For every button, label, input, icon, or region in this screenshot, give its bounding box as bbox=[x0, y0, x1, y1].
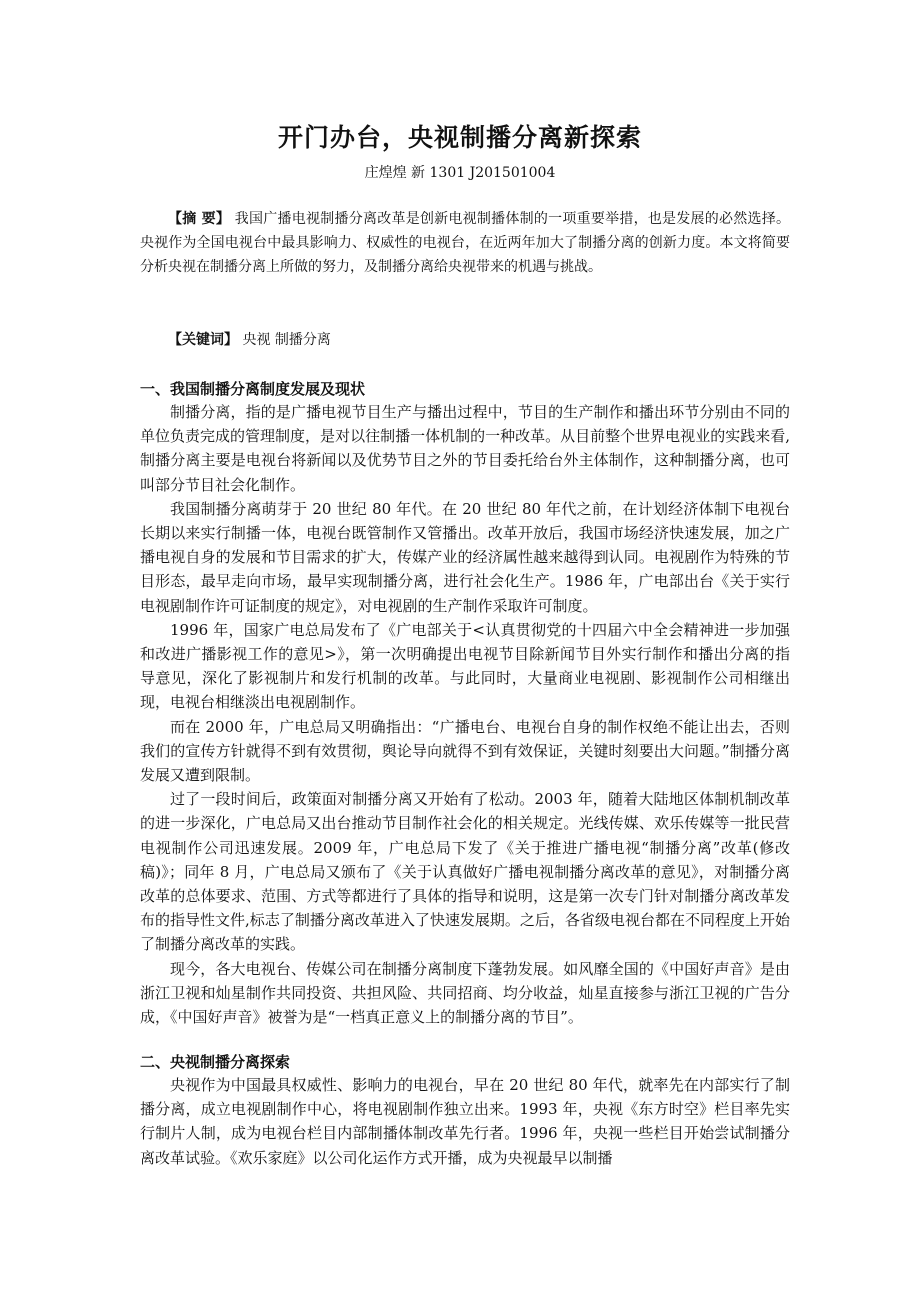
paragraph: 制播分离，指的是广播电视节目生产与播出过程中，节目的生产制作和播出环节分别由不同的单位负责完成的管理制度，是对以往制播一体机制的一种改革。从目前整个世界电视业的实践来看,制播分离主要是电视台将新闻以及优势节目之外的节目委托给台外主体制作，这种制播分离，也可叫部分节目社会化制作。 bbox=[140, 403, 790, 494]
abstract-text: 我国广播电视制播分离改革是创新电视制播体制的一项重要举措，也是发展的必然选择。央视作为全国电视台中最具影响力、权威性的电视台，在近两年加大了制播分离的创新力度。本文将简要分析央视在制播分离上所做的努力，及制播分离给央视带来的机遇与挑战。 bbox=[140, 211, 791, 275]
section-heading-1: 一、我国制播分离制度发展及现状 bbox=[140, 380, 366, 398]
paragraph: 而在 2000 年，广电总局又明确指出：“广播电台、电视台自身的制作权绝不能让出去，否则我们的宣传方针就得不到有效贯彻，舆论导向就得不到有效保证，关键时刻要出大问题。”制播分离发展又遭到限制。 bbox=[140, 717, 790, 785]
section-body-2 bbox=[140, 1073, 790, 1170]
paragraph: 1996 年，国家广电总局发布了《广电部关于<认真贯彻党的十四届六中全会精神进一步加强和改进广播影视工作的意见>》，第一次明确提出电视节目除新闻节目外实行制作和播出分离的指导意见，深化了影视制片和发行机制的改革。与此同时，大量商业电视剧、影视制作公司相继出现，电视台相继淡出电视剧制作。 bbox=[140, 620, 790, 712]
abstract-label: 【摘 要】 bbox=[168, 211, 231, 227]
paragraph: 我国制播分离萌芽于 20 世纪 80 年代。在 20 世纪 80 年代之前，在计划经济体制下电视台长期以来实行制播一体，电视台既管制作又管播出。改革开放后，我国市场经济快速发展，加之广播电视自身的发展和节目需求的扩大，传媒产业的经济属性越来越得到认同。电视剧作为特殊的节目形态，最早走向市场，最早实现制播分离，进行社会化生产。1986 年，广电部出台《关于实行电视剧制作许可证制度的规定》，对电视剧的生产制作采取许可制度。 bbox=[140, 499, 790, 615]
keywords-label: 【关键词】 bbox=[168, 332, 238, 348]
paragraph: 过了一段时间后，政策面对制播分离又开始有了松动。2003 年，随着大陆地区体制机制改革的进一步深化，广电总局又出台推动节目制作社会化的相关规定。光线传媒、欢乐传媒等一批民营电视制作公司迅速发展。2009 年，广电总局下发了《关于推进广播电视“制播分离”改革(修改稿)》；同年 8 月，广电总局又颁布了《关于认真做好广播电视制播分离改革的意见》，对制播分离改革的总体要求、范围、方式等都进行了具体的指导和说明，这是第一次专门针对制播分离改革发布的指导性文件,标志了制播分离改革进入了快速发展期。之后，各省级电视台都在不同程度上开始了制播分离改革的实践。 bbox=[140, 790, 790, 954]
keywords bbox=[168, 329, 788, 349]
document-title: 开门办台，央视制播分离新探索 bbox=[277, 123, 642, 152]
paragraph: 现今，各大电视台、传媒公司在制播分离制度下蓬勃发展。如风靡全国的《中国好声音》是由浙江卫视和灿星制作共同投资、共担风险、共同招商、均分收益，灿星直接参与浙江卫视的广告分成，《中国好声音》被誉为是“一档真正意义上的制播分离的节目”。 bbox=[140, 959, 790, 1027]
section-heading-2: 二、央视制播分离探索 bbox=[140, 1053, 291, 1071]
abstract bbox=[140, 207, 790, 279]
section-body-1 bbox=[140, 400, 790, 1029]
author-byline: 庄煌煌 新 1301 J201501004 bbox=[364, 165, 556, 181]
keywords-text: 央视 制播分离 bbox=[238, 332, 331, 348]
paragraph: 央视作为中国最具权威性、影响力的电视台，早在 20 世纪 80 年代，就率先在内部实行了制播分离，成立电视剧制作中心，将电视剧制作独立出来。1993 年，央视《东方时空》栏目率先实行制片人制，成为电视台栏目内部制播体制改革先行者。1996 年，央视一些栏目开始尝试制播分离改革试验。《欢乐家庭》以公司化运作方式开播，成为央视最早以制播 bbox=[140, 1076, 790, 1167]
